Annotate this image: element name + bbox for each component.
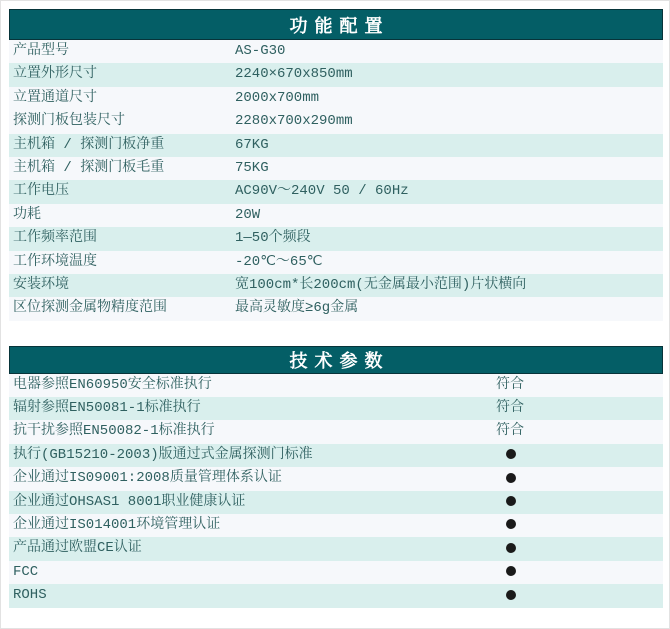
table-row (9, 204, 663, 227)
table-row (9, 561, 663, 584)
spec-value: 1—50个频段 (235, 230, 311, 247)
spec-value: 2000x700mm (235, 89, 320, 106)
table-row (9, 584, 663, 607)
table-row (9, 63, 663, 86)
spec-value (496, 561, 663, 584)
spec-value: 最高灵敏度≥6g金属 (235, 300, 359, 317)
spec-value (496, 584, 663, 607)
spec-label: 工作环境温度 (13, 253, 97, 270)
spec-value (496, 514, 663, 537)
table-row (9, 467, 663, 490)
spec-label: 产品通过欧盟CE认证 (13, 540, 142, 557)
spec-value: 20W (235, 206, 261, 223)
function-config-rows (9, 40, 663, 321)
spec-label: 探测门板包装尺寸 (13, 113, 125, 130)
spec-label: 主机箱 / 探测门板毛重 (13, 159, 165, 176)
compliance-dot-icon (506, 543, 516, 553)
spec-value: 符合 (496, 376, 524, 393)
spec-value: 67KG (235, 136, 269, 153)
compliance-dot-icon (506, 590, 516, 600)
technical-params-rows (9, 374, 663, 608)
spec-value: 2280x700x290mm (235, 113, 353, 130)
table-row (9, 514, 663, 537)
spec-value: 75KG (235, 159, 269, 176)
compliance-dot-icon (506, 449, 516, 459)
table-row (9, 134, 663, 157)
spec-label: 工作频率范围 (13, 230, 97, 247)
spec-value (496, 467, 663, 490)
spec-label: 企业通过OHSAS1 8001职业健康认证 (13, 493, 246, 510)
spec-label: 立置外形尺寸 (13, 66, 97, 83)
table-row (9, 227, 663, 250)
compliance-dot-icon (506, 519, 516, 529)
spec-label: 电器参照EN60950安全标准执行 (13, 376, 212, 393)
spec-label: ROHS (13, 587, 47, 604)
spec-value: 2240×670x850mm (235, 66, 353, 83)
spec-value: 符合 (496, 423, 524, 440)
spec-label: 企业通过IS09001:2008质量管理体系认证 (13, 470, 282, 487)
spec-label: 辐射参照EN50081-1标准执行 (13, 400, 201, 417)
spec-label: 执行(GB15210-2003)版通过式金属探测门标准 (13, 446, 313, 463)
table-row (9, 251, 663, 274)
spec-label: 抗干扰参照EN50082-1标准执行 (13, 423, 215, 440)
table-gap (9, 321, 661, 346)
table-row (9, 537, 663, 560)
table-row (9, 110, 663, 133)
spec-value (496, 491, 663, 514)
technical-params-table (9, 346, 663, 608)
spec-label: 主机箱 / 探测门板净重 (13, 136, 165, 153)
spec-value: -20℃～65℃ (235, 253, 323, 270)
spec-label: 立置通道尺寸 (13, 89, 97, 106)
spec-value (496, 444, 663, 467)
spec-label: 产品型号 (13, 43, 69, 59)
spec-value: 宽100cm*长200cm(无金属最小范围)片状横向 (235, 276, 527, 293)
table-row (9, 274, 663, 297)
spec-value: 符合 (496, 400, 524, 417)
spec-label: 区位探测金属物精度范围 (13, 300, 167, 317)
table-row (9, 87, 663, 110)
technical-params-header: 技术参数 (9, 346, 663, 374)
compliance-dot-icon (506, 566, 516, 576)
spec-value (496, 537, 663, 560)
compliance-dot-icon (506, 473, 516, 483)
table-row (9, 397, 663, 420)
spec-value: AS-G30 (235, 43, 286, 59)
table-row (9, 491, 663, 514)
function-config-table (9, 9, 663, 321)
table-row (9, 374, 663, 397)
table-row (9, 40, 663, 63)
function-config-header: 功能配置 (9, 9, 663, 40)
spec-label: 企业通过IS014001环境管理认证 (13, 517, 221, 534)
spec-label: FCC (13, 563, 39, 580)
spec-label: 功耗 (13, 206, 41, 223)
table-row (9, 180, 663, 203)
spec-label: 安装环境 (13, 276, 69, 293)
table-row (9, 420, 663, 443)
table-row (9, 157, 663, 180)
spec-value: AC90V～240V 50 / 60Hz (235, 183, 409, 200)
table-row (9, 297, 663, 320)
compliance-dot-icon (506, 496, 516, 506)
table-row (9, 444, 663, 467)
spec-label: 工作电压 (13, 183, 69, 200)
